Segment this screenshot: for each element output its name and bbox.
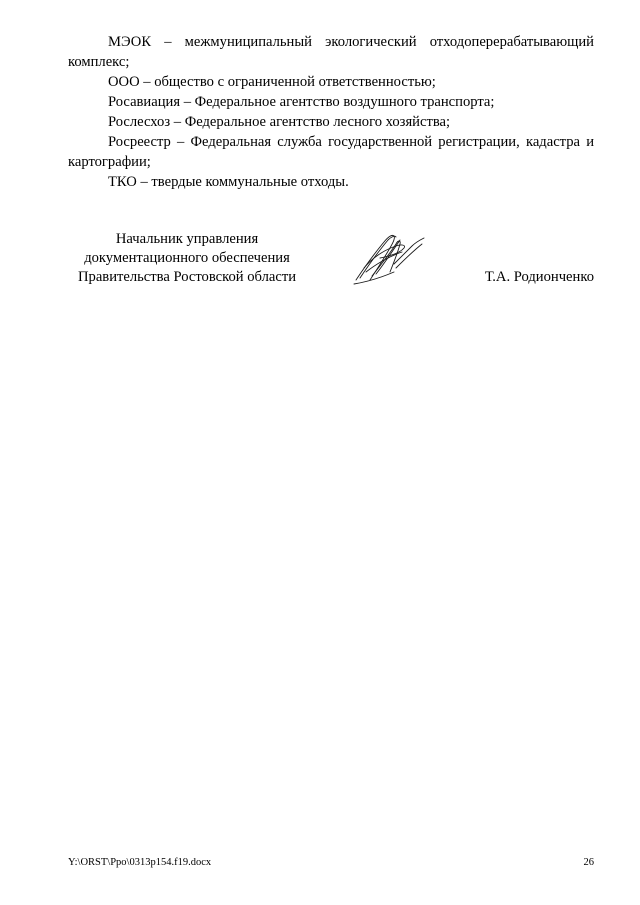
abbreviation-item: Росреестр – Федеральная служба государственной регистрации, кадастра и картографии; bbox=[68, 134, 594, 170]
abbreviation-item: Росавиация – Федеральное агентство воздушного транспорта; bbox=[108, 94, 495, 110]
signatory-title-line: Начальник управления bbox=[115, 231, 259, 247]
abbreviation-item: ООО – общество с ограниченной ответственностью; bbox=[108, 74, 436, 90]
footer-file-path: Y:\ORST\Ppo\0313p154.f19.docx bbox=[68, 857, 212, 868]
signatory-title-line: Правительства Ростовской области bbox=[77, 269, 297, 285]
signatory-title-line: документационного обеспечения bbox=[84, 250, 290, 266]
abbreviation-item: Рослесхоз – Федеральное агентство лесного хозяйства; bbox=[108, 114, 451, 130]
abbreviation-item: ТКО – твердые коммунальные отходы. bbox=[108, 174, 349, 190]
signature-block bbox=[68, 230, 594, 290]
handwritten-signature bbox=[350, 228, 430, 288]
signatory-name: Т.А. Родионченко bbox=[484, 269, 594, 285]
footer-page-number: 26 bbox=[583, 857, 594, 868]
signatory-title bbox=[68, 230, 306, 287]
abbreviation-item: МЭОК – межмуниципальный экологический отходоперерабатывающий комплекс; bbox=[68, 34, 594, 70]
abbreviations-list bbox=[68, 32, 594, 192]
